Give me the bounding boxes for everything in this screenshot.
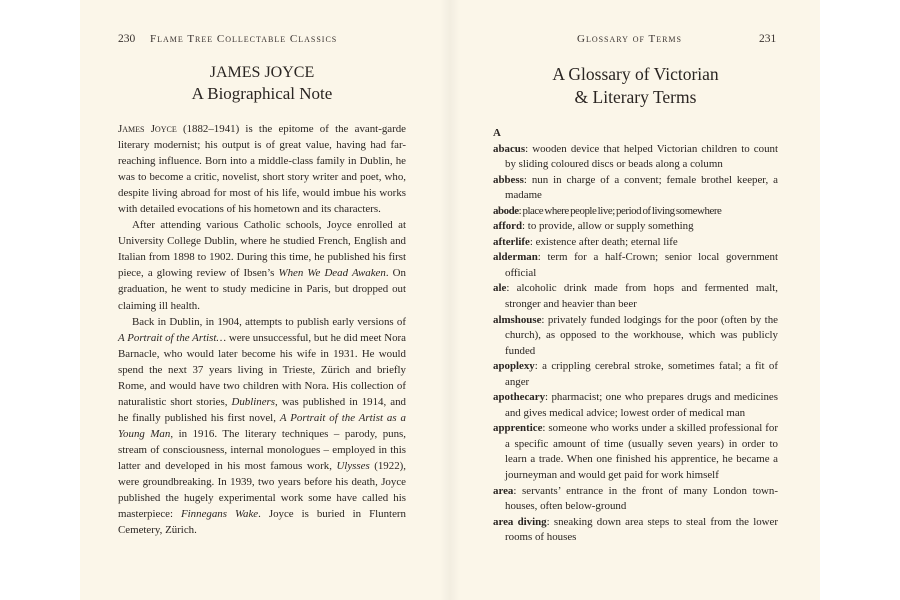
paragraph-text: , was published in 1914, and he finally published his first novel, [118,395,406,424]
biography-paragraph [118,314,406,539]
paragraph-text: were unsuccessful, but he did meet Nora Barnacle, who would later become his wife in 1931. He would spend the next 37 years living in Trieste, Zürich and briefly Rome, and would have two children with Nora. His collection of naturalistic short stories, [118,331,406,408]
glossary-entry [493,484,778,515]
book-gutter [440,0,460,600]
work-title: Finnegans Wake [181,508,259,521]
glossary-definition: : to provide, allow or supply something [522,220,694,233]
right-running-head: Glossary of Terms [577,33,682,45]
glossary-term: abacus [493,142,526,155]
glossary-term: afford [493,220,523,233]
glossary-definition: : term for a half-Crown; senior local government official [505,251,778,279]
glossary-term: apprentice [493,422,543,435]
left-page-number: 230 [118,33,136,45]
work-title: Ulysses [336,459,370,472]
glossary-definition: : someone who works under a skilled professional for a specific amount of time (usually seven years) in order to learn a trade. When one finished his apprentice, he became a journeyman and would get paid for work himself [505,422,778,482]
glossary-term: abode [493,204,519,217]
glossary-entry [493,142,778,173]
paragraph-text: After attending various Catholic schools, Joyce enrolled at University College Dublin, where he studied French, English and Italian from 1898 to 1902. During this time, he published his first piece, a glowing review of Ibsen’s [118,219,406,280]
glossary-term: afterlife [493,235,530,248]
glossary-definition: : place where people live; period of living somewhere [518,204,722,217]
paragraph-text: , in 1916. The literary techniques – parody, puns, stream of consciousness, internal monologues – employed in this latter and developed in his most famous work, [118,427,406,472]
glossary-title-line2: & Literary Terms [574,87,697,107]
glossary-entry [493,313,778,360]
glossary-entry [493,281,778,312]
biography-title-subtitle: A Biographical Note [191,84,333,103]
right-page-number: 231 [759,33,777,45]
glossary-definition: : wooden device that helped Victorian children to count by sliding coloured discs or beads along a column [505,142,778,171]
glossary-entry [493,235,778,251]
work-title: A Portrait of the Artist as a Young Man [118,411,406,440]
glossary-definition: : existence after death; eternal life [529,235,678,248]
glossary-definition: : nun in charge of a convent; female brothel keeper, a madame [505,173,778,202]
right-title-block [493,63,778,109]
work-title: A Portrait of the Artist… [118,331,227,344]
glossary-entry [493,250,778,281]
glossary-term: apothecary [493,391,546,404]
left-running-head: Flame Tree Collectable Classics [150,33,338,45]
paragraph-text: Back in Dublin, in 1904, attempts to publish early versions of [132,315,406,328]
left-title-block [118,63,406,105]
glossary-term: almshouse [493,313,542,326]
paragraph-text: . Joyce is buried in Fluntern Cemetery, Zürich. [118,508,406,537]
glossary-definition: : alcoholic drink made from hops and fermented malt, stronger and heavier than beer [505,282,778,311]
glossary-definition: : a crippling cerebral stroke, sometimes fatal; a fit of anger [505,360,778,388]
glossary-entry [493,421,778,483]
glossary-entry [493,173,778,204]
biography-paragraph [118,217,406,313]
work-title: Dubliners [231,395,276,408]
glossary-term: alderman [493,251,538,264]
paragraph-text: (1882–1941) is the epitome of the avant-garde literary modernist; his output is of great value, having had far-reaching influence. Born into a middle-class family in Dublin, he was to become a critic, novelist, short story writer and poet, who, despite living abroad for most of his life, would imbue his works with detailed evocations of his hometown and its characters. [118,123,407,216]
glossary-term: apoplexy [493,360,535,373]
glossary-term: area [493,484,514,497]
glossary-term: abbess [493,173,524,186]
paragraph-text: (1922), were groundbreaking. In 1939, two years before his death, Joyce published the hugely experimental work some have called his masterpiece: [118,459,406,521]
glossary-term: ale [493,282,507,295]
glossary-title-line1: A Glossary of Victorian [552,64,719,84]
glossary-entry [493,204,778,220]
paragraph-text: . On graduation, he went to study medicine in Paris, but dropped out claiming ill health. [118,267,406,312]
biography-body [118,121,406,538]
biography-paragraph [118,121,406,217]
glossary-definition: : servants’ entrance in the front of many London town-houses, often below-ground [505,484,778,513]
glossary-entry [493,219,778,235]
glossary-definition: : sneaking down area steps to steal from the lower rooms of houses [505,515,778,544]
glossary-entry [493,390,778,421]
glossary-section-letter: A [493,127,501,139]
work-title: When We Dead Awaken [278,267,386,280]
glossary-entry [493,359,778,390]
glossary-entry [493,515,778,546]
glossary-definition: : pharmacist; one who prepares drugs and medicines and gives medical advice; lowest order of medical man [505,391,778,419]
biography-title-name: JAMES JOYCE [209,64,315,81]
glossary-body [493,126,778,546]
glossary-term: area diving [493,515,547,528]
author-name-small-caps: James Joyce [118,123,177,135]
glossary-definition: : privately funded lodgings for the poor (often by the church), as opposed to the workhouse, which was publicly funded [505,313,778,357]
